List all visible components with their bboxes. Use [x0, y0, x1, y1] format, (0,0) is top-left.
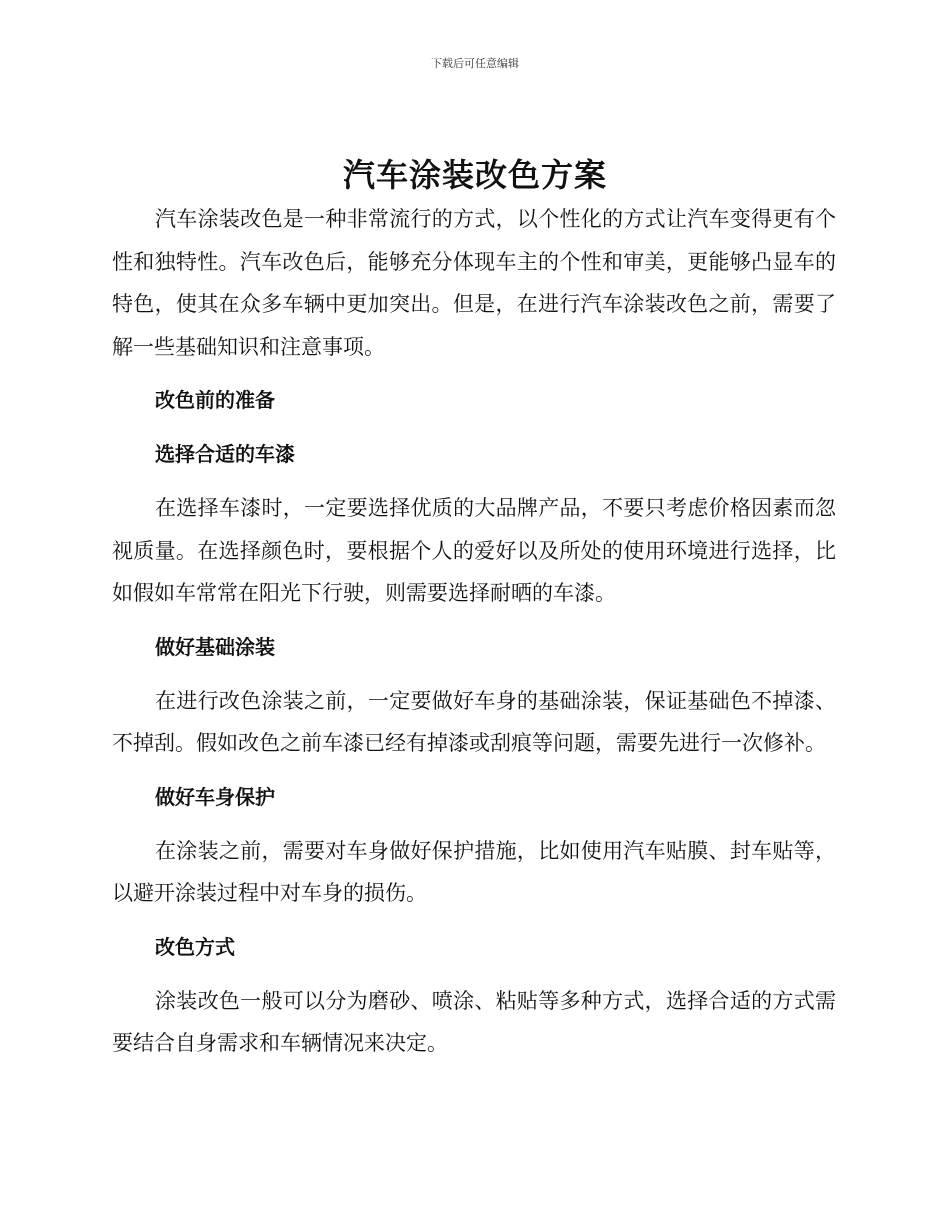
header-note: 下载后可任意编辑	[431, 57, 519, 70]
paragraph-choose-paint: 在选择车漆时，一定要选择优质的大品牌产品，不要只考虑价格因素而忽视质量。在选择颜色时，要根据个人的爱好以及所处的使用环境进行选择，比如假如车常常在阳光下行驶，则需要选择耐晒的车漆。	[112, 496, 836, 605]
page-title: 汽车涂装改色方案	[342, 156, 607, 194]
subheading-body-protection: 做好车身保护	[155, 784, 275, 809]
intro-paragraph: 汽车涂装改色是一种非常流行的方式，以个性化的方式让汽车变得更有个性和独特性。汽车改色后，能够充分体现车主的个性和审美，更能够凸显车的特色，使其在众多车辆中更加突出。但是，在进行汽车涂装改色之前，需要了解一些基础知识和注意事项。	[112, 207, 836, 359]
section-heading-preparation: 改色前的准备	[155, 388, 275, 412]
paragraph-methods: 涂装改色一般可以分为磨砂、喷涂、粘贴等多种方式，选择合适的方式需要结合自身需求和车辆情况来决定。	[112, 988, 836, 1055]
subheading-base-coating: 做好基础涂装	[155, 634, 275, 659]
section-heading-methods: 改色方式	[155, 934, 235, 959]
document-body	[112, 198, 836, 1076]
paragraph-body-protection: 在涂装之前，需要对车身做好保护措施，比如使用汽车贴膜、封车贴等，以避开涂装过程中对车身的损伤。	[112, 838, 836, 905]
paragraph-base-coating: 在进行改色涂装之前，一定要做好车身的基础涂装，保证基础色不掉漆、不掉刮。假如改色之前车漆已经有掉漆或刮痕等问题，需要先进行一次修补。	[112, 688, 836, 755]
subheading-choose-paint: 选择合适的车漆	[155, 442, 295, 466]
